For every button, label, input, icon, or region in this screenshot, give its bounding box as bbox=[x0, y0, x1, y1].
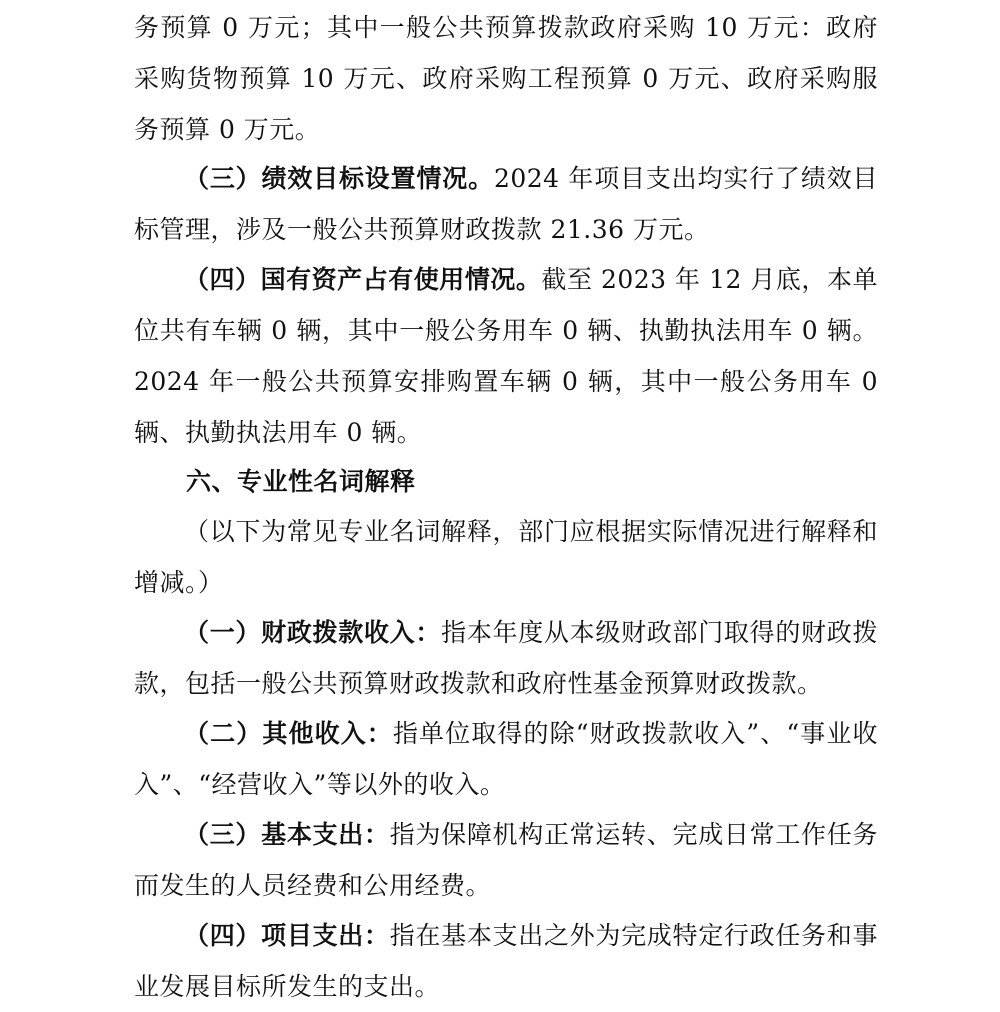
paragraph-procurement-budget bbox=[134, 2, 878, 155]
paragraph-text: 务预算 0 万元；其中一般公共预算拨款政府采购 10 万元：政府采购货物预算 10 万元、政府采购工程预算 0 万元、政府采购服务预算 0 万元。 bbox=[134, 13, 878, 144]
paragraph-text: （以下为常见专业名词解释，部门应根据实际情况进行解释和增减。） bbox=[134, 517, 878, 597]
paragraph-text: 2024 年项目支出均实行了绩效目标管理，涉及一般公共预算财政拨款 21.36 万元。 bbox=[134, 164, 878, 244]
section-heading: 六、专业性名词解释 bbox=[186, 467, 416, 496]
paragraph-performance-targets bbox=[134, 153, 878, 255]
paragraph-lead: （一）财政拨款收入： bbox=[184, 618, 442, 647]
paragraph-basic-expenditure bbox=[134, 809, 878, 911]
paragraph-fiscal-appropriation-income bbox=[134, 607, 878, 709]
paragraph-lead: （四）国有资产占有使用情况。 bbox=[184, 265, 542, 294]
paragraph-glossary-note bbox=[134, 506, 878, 608]
paragraph-lead: （三）基本支出： bbox=[184, 820, 390, 849]
paragraph-lead: （三）绩效目标设置情况。 bbox=[184, 164, 494, 193]
paragraph-project-expenditure bbox=[134, 910, 878, 1012]
paragraph-text: 指本年度从本级财政部门取得的财政拨款，包括一般公共预算财政拨款和政府性基金预算财政拨款。 bbox=[134, 618, 878, 698]
paragraph-other-income bbox=[134, 708, 878, 810]
paragraph-state-assets bbox=[134, 254, 878, 458]
paragraph-text: 截至 2023 年 12 月底，本单位共有车辆 0 辆，其中一般公务用车 0 辆、执勤执法用车 0 辆。2024 年一般公共预算安排购置车辆 0 辆，其中一般公务用车 0 辆、执勤执法用车 0 辆。 bbox=[134, 265, 878, 447]
paragraph-text: 指在基本支出之外为完成特定行政任务和事业发展目标所发生的支出。 bbox=[134, 921, 878, 1001]
paragraph-lead: （二）其他收入： bbox=[184, 719, 393, 748]
paragraph-text: 指单位取得的除“财政拨款收入”、“事业收入”、“经营收入”等以外的收入。 bbox=[134, 719, 878, 799]
paragraph-lead: （四）项目支出： bbox=[184, 921, 390, 950]
paragraph-text: 指为保障机构正常运转、完成日常工作任务而发生的人员经费和公用经费。 bbox=[134, 820, 878, 900]
